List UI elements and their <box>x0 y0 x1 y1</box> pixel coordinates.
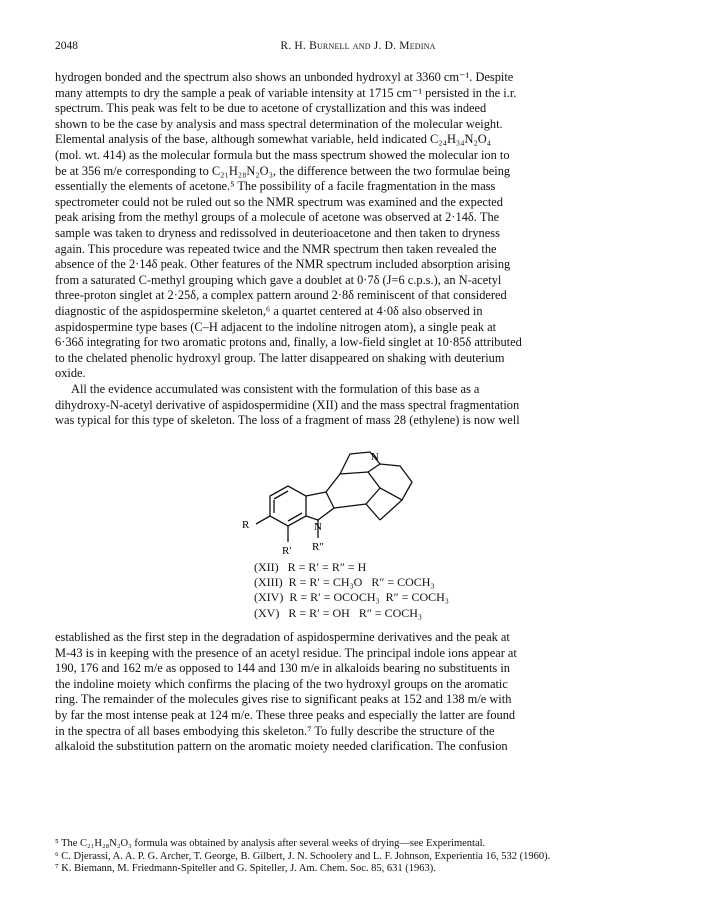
text-line: essentially the elements of acetone.⁵ The possibility of a facile fragmentation in the mass <box>55 179 496 194</box>
ring-c <box>326 472 380 508</box>
text-line: aspidospermine type bases (C–H adjacent to the indoline nitrogen atom), a single peak at <box>55 319 497 334</box>
text-line: Elemental analysis of the base, although somewhat variable, held indicated C₂₄H₃₄N₂O₄ <box>55 132 492 147</box>
text-line: in the spectra of all bases embodying this skeleton.⁷ To fully describe the structure of the <box>55 723 495 738</box>
r-prime-label: R′ <box>282 545 292 557</box>
r-double-prime-label: R″ <box>312 541 324 553</box>
text-line: the indoline moiety which confirms the placing of the two hydroxyl groups on the aromatic <box>55 676 508 691</box>
paragraph-1 <box>55 70 661 382</box>
text-line: All the evidence accumulated was consistent with the formulation of this base as a <box>71 382 480 396</box>
compound-xii: (XII) R = R′ = R″ = H <box>254 560 367 574</box>
text-line: established as the first step in the degradation of aspidospermine derivatives and the peak at <box>55 630 510 644</box>
text-line: spectrum. This peak was felt to be due to acetone of crystallization and this was indeed <box>55 101 487 116</box>
text-line: by far the most intense peak at 124 m/e. These three peaks and especially the latter are found <box>55 707 516 722</box>
compound-xiv: (XIV) R = R′ = OCOCH₃ R″ = COCH₃ <box>254 590 449 605</box>
text-line: many attempts to dry the sample a peak of variable intensity at 1715 cm⁻¹ persisted in the i.r. <box>55 85 517 100</box>
compound-list <box>254 560 449 621</box>
paragraph-3 <box>55 630 661 755</box>
text-line: M-43 is in keeping with the presence of an acetyl residue. The principal indole ions appear at <box>55 645 517 660</box>
page-header <box>55 40 661 56</box>
text-line: dihydroxy-N-acetyl derivative of aspidospermidine (XII) and the mass spectral fragmentation <box>55 397 520 412</box>
text-line: hydrogen bonded and the spectrum also shows an unbonded hydroxyl at 3360 cm⁻¹. Despite <box>55 70 514 84</box>
text-line: oxide. <box>55 366 86 381</box>
benzene-ring <box>270 486 306 526</box>
n-bottom-label: N <box>314 521 322 533</box>
compound-xiii: (XIII) R = R′ = CH₃O R″ = COCH₃ <box>254 575 435 590</box>
text-line: ring. The remainder of the molecules gives rise to significant peaks at 152 and 138 m/e with <box>55 692 512 707</box>
text-line: 6·36δ integrating for two aromatic protons and, finally, a low-field singlet at 10·85δ attributed <box>55 335 522 350</box>
paragraph-2 <box>55 382 661 429</box>
text-line: diagnostic of the aspidospermine skeleton,⁶ a quartet centered at 4·0δ also observed in <box>55 303 483 318</box>
footnote: ⁵ The C₂₁H₂₈N₂O₃ formula was obtained by analysis after several weeks of drying—see Experimental. <box>55 838 486 849</box>
text-line: to the chelated phenolic hydroxyl group. The latter disappeared on shaking with deuterium <box>55 350 505 365</box>
text-line: three-proton singlet at 2·25δ, a complex pattern around 2·8δ reminiscent of that considered <box>55 288 507 303</box>
text-line: sample was taken to dryness and redissolved in deuterioacetone and then taken to dryness <box>55 225 500 240</box>
text-line: shown to be the case by analysis and mass spectral determination of the molecular weight. <box>55 116 503 131</box>
text-line: was typical for this type of skeleton. The loss of a fragment of mass 28 (ethylene) is now well <box>55 413 520 428</box>
text-line: be at 356 m/e corresponding to C₂₁H₂₈N₂O₃, the difference between the two formulae being <box>55 163 511 178</box>
compound-xv: (XV) R = R′ = OH R″ = COCH₃ <box>254 605 423 620</box>
footnote: ⁷ K. Biemann, M. Friedmann-Spiteller and G. Spiteller, J. Am. Chem. Soc. 85, 631 (1963). <box>55 863 436 875</box>
text-line: from a saturated C-methyl grouping which gave a doublet at 0·7δ (J=6 c.p.s.), an N-acetyl <box>55 272 502 287</box>
text-line: 190, 176 and 162 m/e as opposed to 144 and 130 m/e in alkaloids bearing no substituents in <box>55 661 510 676</box>
footnote: ⁶ C. Djerassi, A. A. P. G. Archer, T. George, B. Gilbert, J. N. Schoolery and L. F. Johnson, Experientia 16, 532 (1960). <box>55 850 551 862</box>
running-head: R. H. Burnell and J. D. Medina <box>280 40 436 52</box>
text-line: absence of the 2·14δ peak. Other features of the NMR spectrum included absorption arising <box>55 257 511 272</box>
text-line: alkaloid the substitution pattern on the aromatic moiety needed clarification. The confusion <box>55 739 508 754</box>
piperidine-ring <box>380 464 412 500</box>
text-line: peak arising from the methyl groups of a molecule of acetone was observed at 2·14δ. The <box>55 210 500 225</box>
aspidospermidine-skeleton <box>230 448 530 558</box>
indoline-ring <box>306 492 334 520</box>
r-label: R <box>242 519 250 531</box>
footnotes <box>55 838 661 876</box>
text-line: (mol. wt. 414) as the molecular formula but the mass spectrum showed the molecular ion to <box>55 147 510 162</box>
n-top-label: N <box>371 451 379 463</box>
page-number: 2048 <box>55 40 78 52</box>
text-line: spectrometer could not be ruled out so the NMR spectrum was examined and the expected <box>55 194 503 209</box>
text-line: again. This procedure was repeated twice and the NMR spectrum then taken revealed the <box>55 241 497 256</box>
